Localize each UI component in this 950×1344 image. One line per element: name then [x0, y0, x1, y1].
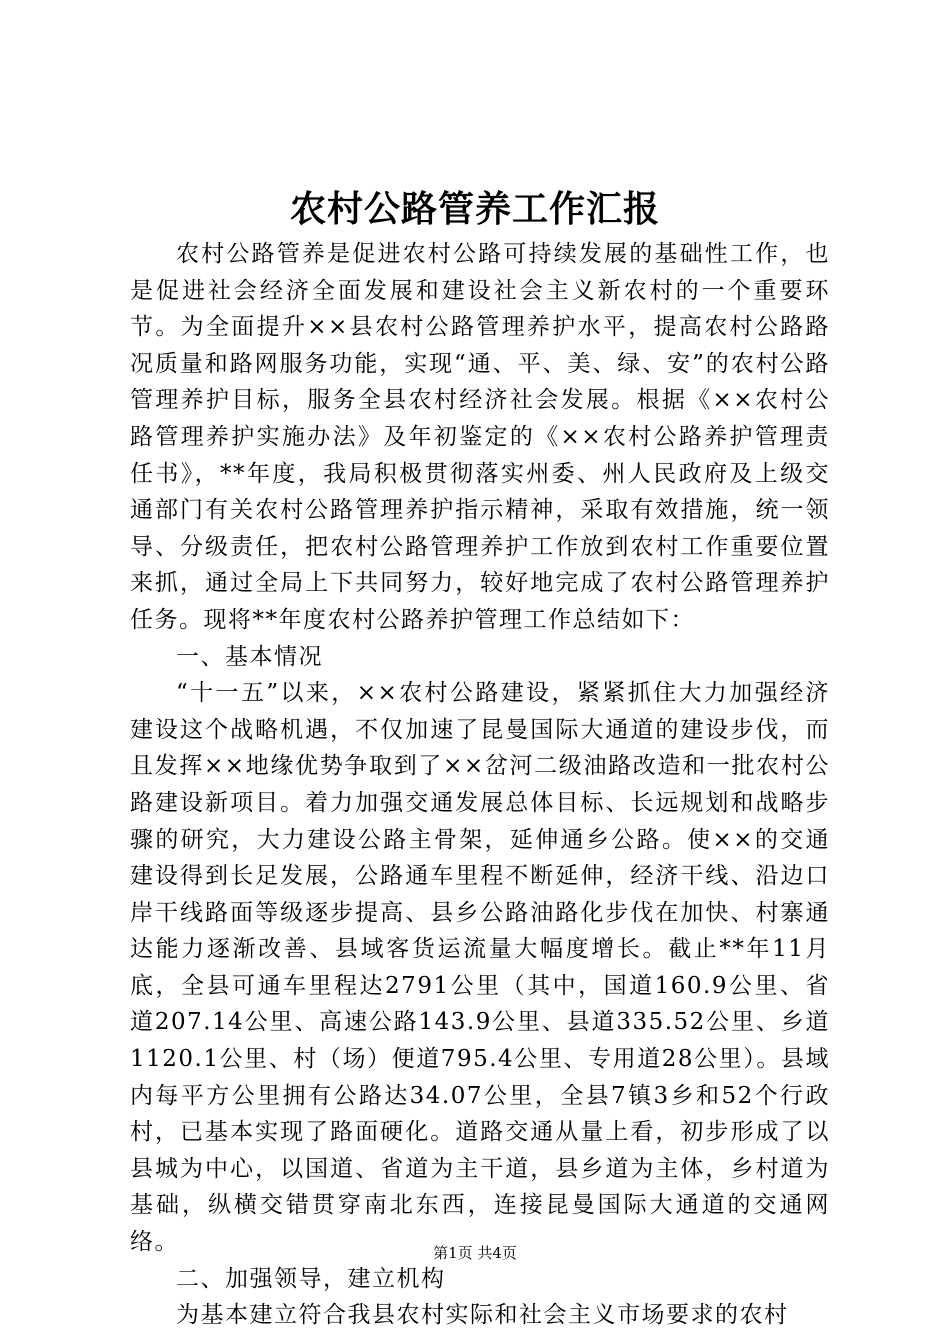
section-heading-leadership: 二、加强领导，建立机构 — [176, 1265, 446, 1292]
section-heading-basic-situation: 一、基本情况 — [176, 643, 323, 670]
paragraph-basic-situation: “十一五”以来，××农村公路建设，紧紧抓住大力加强经济建设这个战略机遇，不仅加速了昆曼国际大通道的建设步伐，而且发挥××地缘优势争取到了××岔河二级油路改造和一批农村公路建设新项目。着力加强交通发展总体目标、长远规划和战略步骤的研究，大力建设公路主骨架，延伸通乡公路。使××的交通建设得到长足发展，公路通车里程不断延伸，经济干线、沿边口岸干线路面等级逐步提高、县乡公路油路化步伐在加快、村寨通达能力逐渐改善、县域客货运流量大幅度增长。截止**年11月底，全县可通车里程达2791公里（其中，国道160.9公里、省道207.14公里、高速公路143.9公里、县道335.52公里、乡道1120.1公里、村（场）便道795.4公里、专用道28公里）。县域内每平方公里拥有公路达34.07公里，全县7镇3乡和52个行政村，已基本实现了路面硬化。道路交通从量上看，初步形成了以县城为中心，以国道、省道为主干道，县乡道为主体，乡村道为基础，纵横交错贯穿南北东西，连接昆曼国际大通道的交通网络。 — [130, 680, 830, 1256]
paragraph-leadership: 为基本建立符合我县农村实际和社会主义市场要求的农村 — [176, 1302, 789, 1329]
document-title: 农村公路管养工作汇报 — [289, 188, 660, 230]
paragraph-intro: 农村公路管养是促进农村公路可持续发展的基础性工作，也是促进社会经济全面发展和建设社会主义新农村的一个重要环节。为全面提升××县农村公路管理养护水平，提高农村公路路况质量和路网服务功能，实现“通、平、美、绿、安”的农村公路管理养护目标，服务全县农村经济社会发展。根据《××农村公路管理养护实施办法》及年初鉴定的《××农村公路养护管理责任书》，**年度，我局积极贯彻落实州委、州人民政府及上级交通部门有关农村公路管理养护指示精神，采取有效措施，统一领导、分级责任，把农村公路管理养护工作放到农村工作重要位置来抓，通过全局上下共同努力，较好地完成了农村公路管理养护任务。现将**年度农村公路养护管理工作总结如下： — [130, 241, 830, 633]
page-footer: 第1页 共4页 — [433, 1244, 517, 1262]
document-body — [130, 236, 830, 1334]
